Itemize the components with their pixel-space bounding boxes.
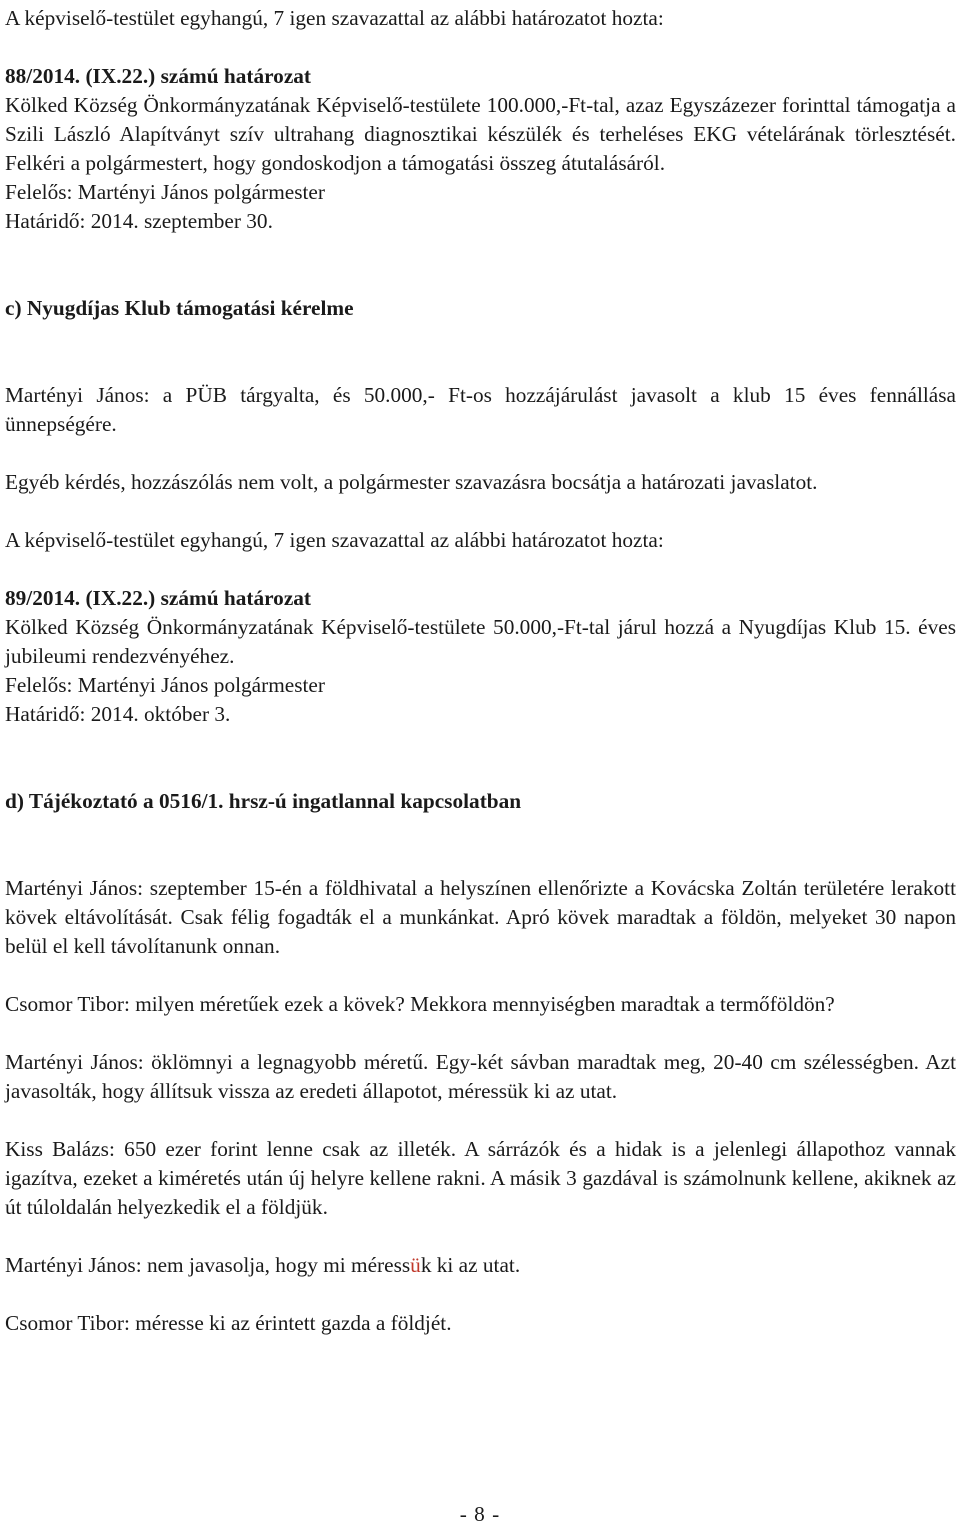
- resolution-89-body: Kölked Község Önkormányzatának Képviselő-testülete 50.000,-Ft-tal járul hozzá a Nyugdíjas Klub 15. éves jubileumi rendezvényéhez.: [5, 615, 956, 668]
- highlighted-letter: ü: [410, 1253, 421, 1277]
- resolution-88-title: 88/2014. (IX.22.) számú határozat: [5, 64, 312, 88]
- paragraph-text: k ki az utat.: [420, 1253, 521, 1277]
- spacer: [5, 1106, 956, 1135]
- spacer: [5, 961, 956, 990]
- section-d-heading: d) Tájékoztató a 0516/1. hrsz-ú ingatlannal kapcsolatban: [5, 789, 522, 813]
- page-number: - 8 -: [459, 1502, 501, 1526]
- spacer: [5, 555, 956, 584]
- resolution-89-title: 89/2014. (IX.22.) számú határozat: [5, 586, 312, 610]
- section-d-paragraph: Csomor Tibor: milyen méretűek ezek a kövek? Mekkora mennyiségben maradtak a termőföldön?: [5, 992, 835, 1016]
- resolution-89-responsible: Felelős: Martényi János polgármester: [5, 673, 325, 697]
- section-c-heading: c) Nyugdíjas Klub támogatási kérelme: [5, 296, 354, 320]
- spacer: [5, 33, 956, 62]
- section-d-paragraph: Csomor Tibor: méresse ki az érintett gazda a földjét.: [5, 1311, 452, 1335]
- section-d-paragraph: Martényi János: öklömnyi a legnagyobb méretű. Egy-két sávban maradtak meg, 20-40 cm szélességben. Azt javasolták, hogy állítsuk vissza az eredeti állapotot, méressük ki az utat.: [5, 1050, 956, 1103]
- resolution-88-body: Kölked Község Önkormányzatának Képviselő-testülete 100.000,-Ft-tal, azaz Egyszázezer forinttal támogatja a Szili László Alapítványt szív ultrahang diagnosztikai készülék és terheléses EKG vételárának törlesztését. Felkéri a polgármestert, hogy gondoskodjon a támogatási összeg átutalásáról.: [5, 93, 956, 175]
- spacer: [5, 1280, 956, 1309]
- section-d-paragraph: [5, 1251, 956, 1280]
- section-c-paragraph: Martényi János: a PÜB tárgyalta, és 50.000,- Ft-os hozzájárulást javasolt a klub 15 éves fennállása ünnepségére.: [5, 383, 956, 436]
- resolution-89-deadline: Határidő: 2014. október 3.: [5, 702, 231, 726]
- paragraph-text: Martényi János: nem javasolja, hogy mi méress: [5, 1253, 411, 1277]
- document-page: [5, 4, 956, 1338]
- section-d-paragraph: Kiss Balázs: 650 ezer forint lenne csak az illeték. A sárrázók és a hidak is a jelenlegi állapothoz vannak igazítva, ezeket a kiméretés után új helyre kellene rakni. A másik 3 gazdával is számolnunk kellene, akiknek az út túloldalán helyezkedik el a földjük.: [5, 1137, 956, 1219]
- section-c-paragraph: Egyéb kérdés, hozzászólás nem volt, a polgármester szavazásra bocsátja a határozati javaslatot.: [5, 470, 818, 494]
- spacer: [5, 1222, 956, 1251]
- decision-intro-88: A képviselő-testület egyhangú, 7 igen szavazattal az alábbi határozatot hozta:: [5, 6, 664, 30]
- resolution-88-responsible: Felelős: Martényi János polgármester: [5, 180, 325, 204]
- spacer: [5, 439, 956, 468]
- spacer: [5, 729, 956, 787]
- section-d-paragraph: Martényi János: szeptember 15-én a földhivatal a helyszínen ellenőrizte a Kovácska Zoltán területére lerakott kövek eltávolítását. Csak félig fogadták el a munkánkat. Apró kövek maradtak a földön, melyeket 30 napon belül el kell távolítanunk onnan.: [5, 876, 956, 958]
- spacer: [5, 236, 956, 294]
- spacer: [5, 497, 956, 526]
- decision-intro-89: A képviselő-testület egyhangú, 7 igen szavazattal az alábbi határozatot hozta:: [5, 528, 664, 552]
- spacer: [5, 323, 956, 381]
- spacer: [5, 1019, 956, 1048]
- resolution-88-deadline: Határidő: 2014. szeptember 30.: [5, 209, 273, 233]
- spacer: [5, 816, 956, 874]
